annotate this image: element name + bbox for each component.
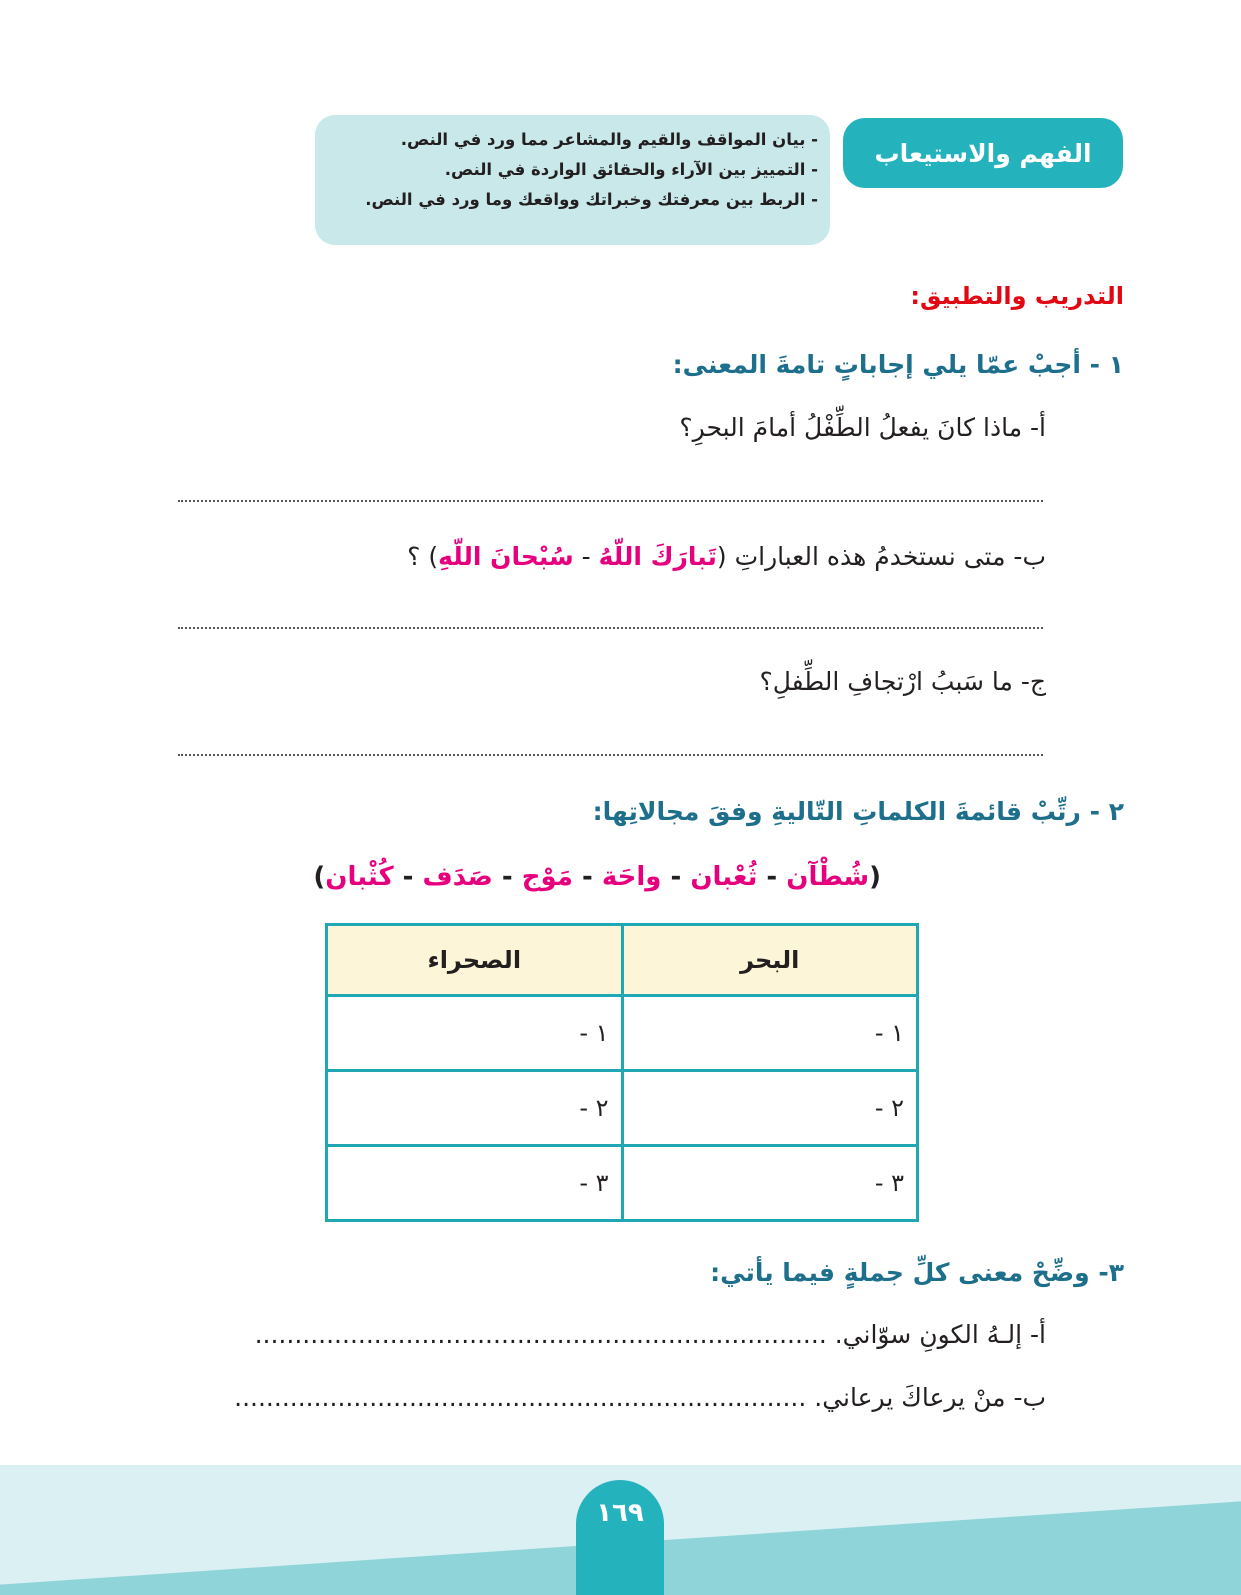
section-tag: الفهم والاستيعاب xyxy=(843,118,1123,188)
table-cell[interactable]: ٣ - xyxy=(327,1146,623,1221)
table-row xyxy=(327,1146,918,1221)
objective-item: - الربط بين معرفتك وخبراتك وواقعك وما ورد في النص. xyxy=(365,190,818,209)
question-1c: ج- ما سَببُ ارْتجافِ الطِّفلِ؟ xyxy=(759,667,1046,696)
table-header-row xyxy=(327,925,918,996)
question-3-title: ٣- وضِّحْ معنى كلِّ جملةٍ فيما يأتي: xyxy=(710,1258,1124,1287)
table-header-desert: الصحراء xyxy=(327,925,623,996)
separator: - xyxy=(572,862,602,892)
word: كُثْبان xyxy=(325,862,394,892)
category-table xyxy=(325,923,919,1222)
word-list xyxy=(313,862,881,892)
table-row xyxy=(327,996,918,1071)
word: ثُعْبان xyxy=(690,862,758,892)
separator: - xyxy=(492,862,522,892)
word: مَوْج xyxy=(521,862,573,892)
close-paren: ) xyxy=(313,862,326,892)
objective-item: - بيان المواقف والقيم والمشاعر مما ورد في النص. xyxy=(400,130,818,149)
question-3b[interactable]: ب- منْ يرعاكَ يرعاني. ........................................................................ xyxy=(234,1383,1046,1412)
answer-line-1b[interactable] xyxy=(178,627,1043,629)
question-1b xyxy=(407,542,1046,571)
objectives-box xyxy=(315,115,830,245)
objective-item: - التمييز بين الآراء والحقائق الواردة في النص. xyxy=(444,160,818,179)
question-1b-suffix: ) ؟ xyxy=(407,542,439,571)
practice-title: التدريب والتطبيق: xyxy=(910,282,1124,310)
question-1a: أ- ماذا كانَ يفعلُ الطِّفْلُ أمامَ البحرِ؟ xyxy=(679,413,1046,442)
table-cell[interactable]: ٢ - xyxy=(327,1071,623,1146)
open-paren: ( xyxy=(869,862,881,892)
word: واحَة xyxy=(601,862,662,892)
separator: - xyxy=(573,542,599,571)
separator: - xyxy=(393,862,423,892)
table-cell[interactable]: ١ - xyxy=(327,996,623,1071)
separator: - xyxy=(661,862,691,892)
highlight-phrase-2: سُبْحانَ اللّهِ xyxy=(438,542,574,571)
question-2-title: ٢ - رتِّبْ قائمةَ الكلماتِ التّاليةِ وفقَ مجالاتِها: xyxy=(592,797,1124,826)
highlight-phrase-1: تَبارَكَ اللّهُ xyxy=(598,542,717,571)
question-1-title: ١ - أجبْ عمّا يلي إجاباتٍ تامةَ المعنى: xyxy=(672,350,1124,379)
table-cell[interactable]: ٣ - xyxy=(622,1146,918,1221)
answer-line-1a[interactable] xyxy=(178,500,1043,502)
table-header-sea: البحر xyxy=(622,925,918,996)
answer-line-1c[interactable] xyxy=(178,754,1043,756)
table-cell[interactable]: ٢ - xyxy=(622,1071,918,1146)
separator: - xyxy=(757,862,787,892)
page-number: ١٦٩ xyxy=(576,1480,664,1595)
word: شُطْآن xyxy=(786,862,870,892)
question-1b-prefix: ب- متى نستخدمُ هذه العباراتِ ( xyxy=(716,542,1046,571)
table-cell[interactable]: ١ - xyxy=(622,996,918,1071)
word: صَدَف xyxy=(422,862,493,892)
table-row xyxy=(327,1071,918,1146)
question-3a[interactable]: أ- إلـهُ الكونِ سوّاني. ........................................................................ xyxy=(254,1320,1046,1349)
